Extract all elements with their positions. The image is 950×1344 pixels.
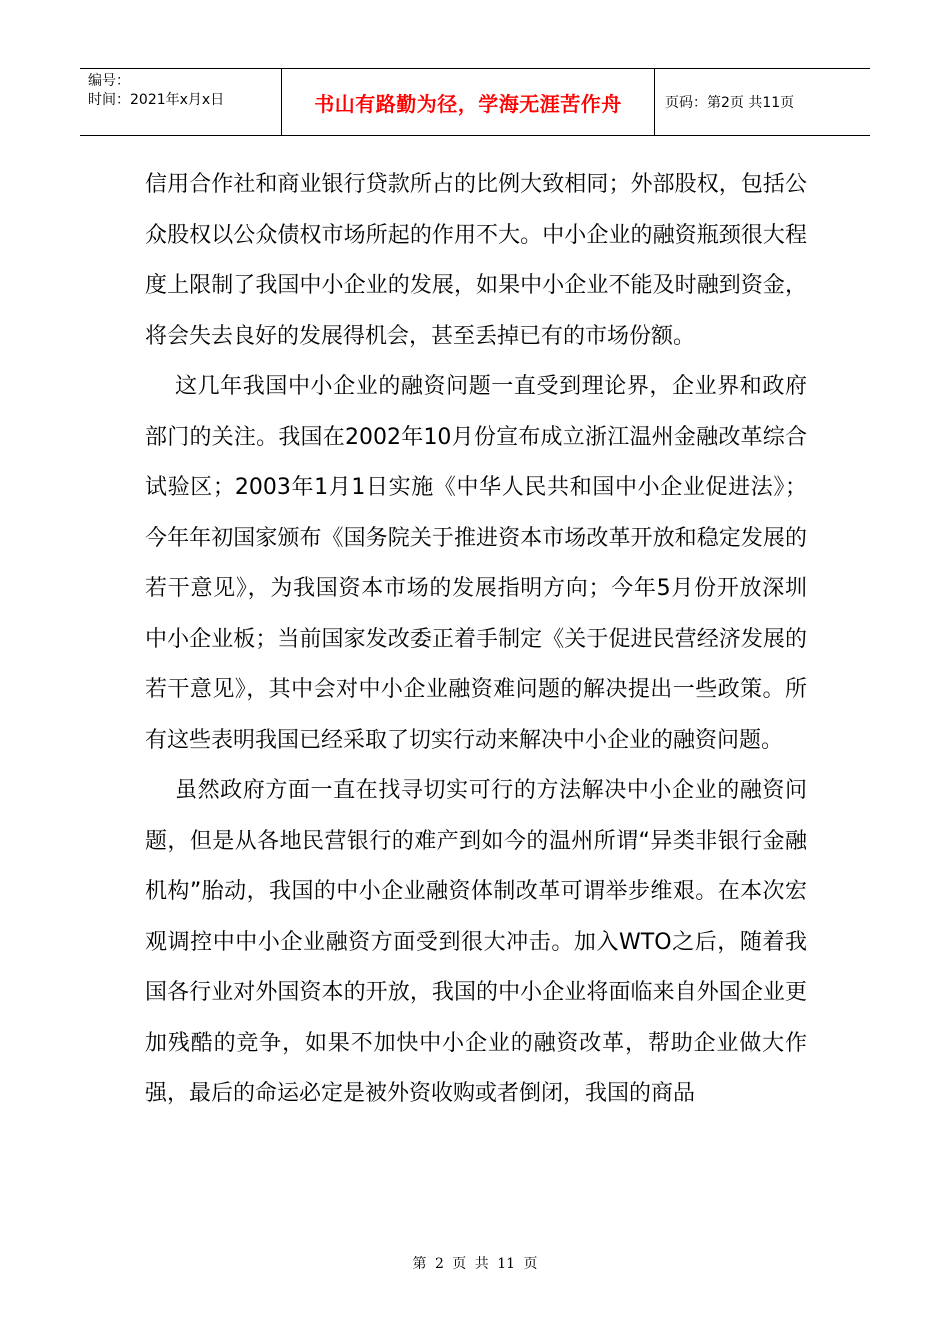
document-number-label: 编号： — [88, 73, 130, 89]
page-header — [80, 68, 870, 136]
header-motto: 书山有路勤为径，学海无涯苦作舟 — [314, 91, 622, 116]
header-page-info-cell — [655, 69, 870, 135]
document-date: 时间：2021年x月x日 — [88, 92, 225, 108]
header-meta — [80, 69, 282, 135]
document-body — [145, 160, 807, 1120]
header-page-info: 页码：第2页 共11页 — [665, 95, 795, 111]
body-paragraph: 这几年我国中小企业的融资问题一直受到理论界，企业界和政府部门的关注。我国在2002年10月份宣布成立浙江温州金融改革综合试验区；2003年1月1日实施《中华人民共和国中小企业促进法》；今年年初国家颁布《国务院关于推进资本市场改革开放和稳定发展的若干意见》，为我国资本市场的发展指明方向；今年5月份开放深圳中小企业板；当前国家发改委正着手制定《关于促进民营经济发展的若干意见》，其中会对中小企业融资难问题的解决提出一些政策。所有这些表明我国已经采取了切实行动来解决中小企业的融资问题。 — [145, 374, 807, 753]
header-motto-cell — [282, 69, 655, 135]
page-footer: 第 2 页 共 11 页 — [412, 1256, 538, 1272]
body-paragraph: 信用合作社和商业银行贷款所占的比例大致相同；外部股权，包括公众股权以公众债权市场所起的作用不大。中小企业的融资瓶颈很大程度上限制了我国中小企业的发展，如果中小企业不能及时融到资金，将会失去良好的发展得机会，甚至丢掉已有的市场份额。 — [145, 172, 807, 349]
body-paragraph: 虽然政府方面一直在找寻切实可行的方法解决中小企业的融资问题，但是从各地民营银行的难产到如今的温州所谓“异类非银行金融机构”胎动，我国的中小企业融资体制改革可谓举步维艰。在本次宏观调控中中小企业融资方面受到很大冲击。加入WTO之后，随着我国各行业对外国资本的开放，我国的中小企业将面临来自外国企业更加残酷的竞争，如果不加快中小企业的融资改革，帮助企业做大作强，最后的命运必定是被外资收购或者倒闭，我国的商品 — [145, 778, 807, 1106]
